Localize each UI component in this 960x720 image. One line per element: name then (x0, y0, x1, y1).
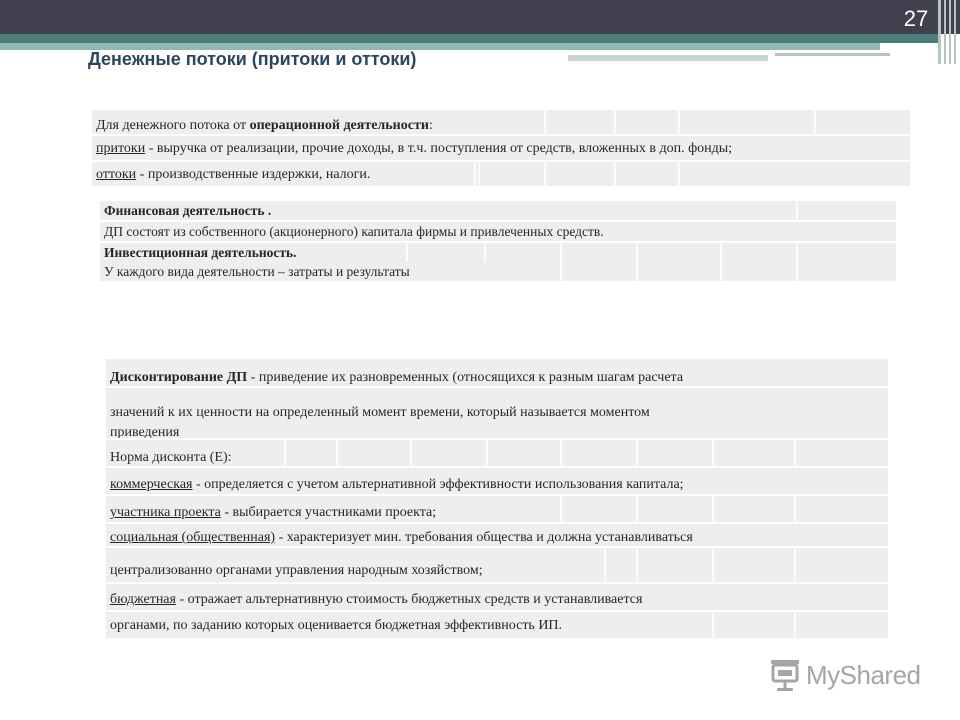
financial-activity-title: Финансовая деятельность . (104, 203, 272, 218)
corner-stripe (938, 0, 941, 64)
budget-rate-definition: бюджетная - отражает альтернативную стоимость бюджетных средств и устанавливается (110, 592, 643, 607)
myshared-watermark (768, 657, 921, 693)
outflows-term: оттоки (96, 167, 137, 182)
operational-activity-block (92, 110, 912, 188)
table-row (106, 584, 888, 610)
table-row (106, 359, 888, 386)
social-rate-continuation: централизованно органами управления народным хозяйством; (110, 563, 483, 578)
table-row (106, 612, 888, 638)
presentation-board-icon (768, 658, 802, 692)
table-row (100, 262, 896, 281)
commercial-rate-definition: коммерческая - определяется с учетом альтернативной эффективности использования капитала; (110, 477, 684, 492)
activity-types-block (100, 201, 896, 281)
social-rate-definition: социальная (общественная) - характеризует мин. требования общества и должна устанавливаться (110, 530, 693, 545)
table-row (106, 388, 888, 438)
discounting-definition-line1: Дисконтирование ДП - приведение их разновременных (относящихся к разным шагам расчета (110, 370, 684, 385)
discount-rate-label: Норма дисконта (Е): (110, 450, 232, 465)
table-row (100, 201, 896, 220)
header-accent-band (0, 34, 940, 43)
budget-rate-continuation: органами, по заданию которых оценивается бюджетная эффективность ИП. (110, 618, 563, 633)
investment-activity-title: Инвестиционная деятельность. (104, 245, 297, 260)
financial-activity-text: ДП состоят из собственного (акционерного) капитала фирмы и привлеченных средств. (104, 224, 604, 239)
table-row (92, 136, 910, 160)
header-bar (0, 0, 960, 34)
table-row (92, 162, 910, 186)
discounting-definition-line2: значений к их ценности на определенный момент времени, который называется моментом приведения (110, 405, 650, 438)
table-row (106, 440, 888, 466)
table-row (100, 243, 896, 262)
operational-term: операционной деятельности (249, 118, 429, 133)
commercial-rate-term: коммерческая (110, 477, 193, 492)
watermark-text: MyShared (806, 659, 921, 690)
corner-stripe (949, 0, 951, 64)
discounting-term: Дисконтирование ДП (110, 370, 248, 385)
table-row (106, 548, 888, 582)
inflows-definition: притоки - выручка от реализации, прочие доходы, в т.ч. поступления от средств, вложенных в доп. фонды; (96, 141, 733, 156)
slide-number: 27 (903, 6, 929, 31)
corner-stripe (954, 0, 956, 64)
inflows-term: притоки (96, 141, 146, 156)
operational-intro: Для денежного потока от операционной деятельности: (96, 118, 433, 133)
participant-rate-term: участника проекта (110, 505, 221, 520)
outflows-definition: оттоки - производственные издержки, налоги. (96, 167, 371, 182)
table-row (106, 468, 888, 494)
table-row (92, 110, 910, 134)
title-underline-strip (775, 53, 890, 56)
budget-rate-term: бюджетная (110, 592, 176, 607)
social-rate-term: социальная (общественная) (110, 530, 276, 545)
discounting-block (106, 359, 890, 639)
activity-costs-results-text: У каждого вида деятельности – затраты и результаты (104, 264, 410, 279)
table-row (106, 496, 888, 522)
table-row (106, 524, 888, 546)
participant-rate-definition: участника проекта - выбирается участниками проекта; (110, 505, 437, 520)
corner-stripe (944, 0, 946, 64)
title-underline-strip (568, 55, 768, 61)
slide-title: Денежные потоки (притоки и оттоки) (88, 49, 417, 69)
table-row (100, 222, 896, 241)
